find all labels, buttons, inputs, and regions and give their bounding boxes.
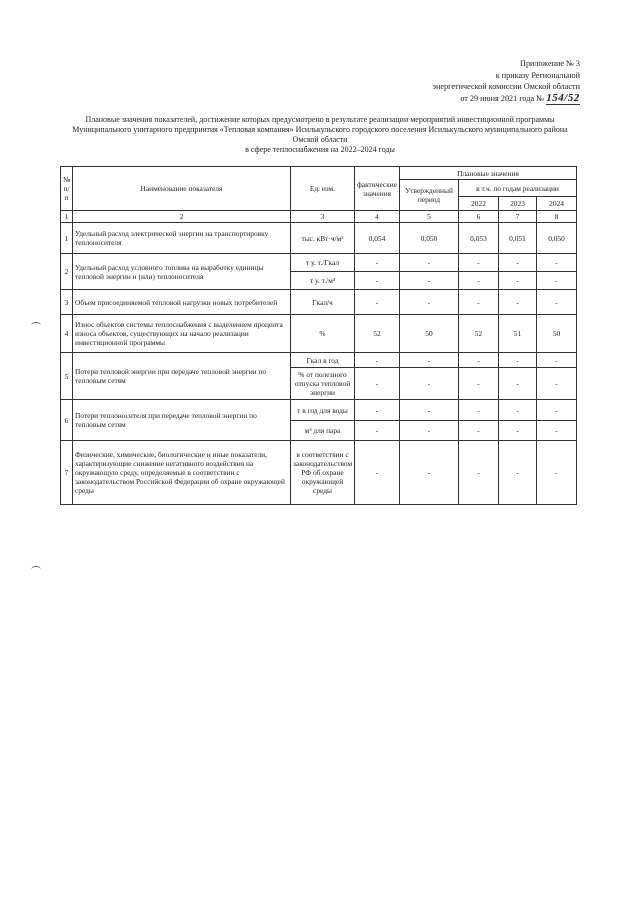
- cell-2022: -: [459, 353, 499, 368]
- cell-2023: -: [499, 400, 537, 421]
- row-num: 4: [61, 315, 73, 353]
- cell-actual: -: [355, 421, 400, 441]
- cell-2022: 0,053: [459, 223, 499, 254]
- cell-approved: 0,050: [400, 223, 459, 254]
- header-name: Наименование показателя: [73, 167, 291, 211]
- row-unit: Гкал в год: [291, 353, 355, 368]
- appendix-line-1: Приложение № 3: [520, 59, 580, 68]
- document-heading: [64, 115, 576, 155]
- cell-2023: 0,051: [499, 223, 537, 254]
- row-name: Удельный расход условного топлива на выработку единицы тепловой энергии и (или) теплоносителя: [73, 254, 291, 290]
- cell-actual: -: [355, 441, 400, 505]
- cell-2024: -: [537, 290, 577, 315]
- cell-2022: -: [459, 441, 499, 505]
- cell-actual: -: [355, 290, 400, 315]
- header-unit: Ед. изм.: [291, 167, 355, 211]
- cell-actual: -: [355, 254, 400, 272]
- order-number: 154/52: [546, 91, 580, 104]
- cell-2024: -: [537, 272, 577, 290]
- colnum: 4: [355, 211, 400, 223]
- header-2023: 2023: [499, 197, 537, 211]
- cell-2024: -: [537, 441, 577, 505]
- cell-2023: -: [499, 368, 537, 400]
- heading-line-4: в сфере теплоснабжения на 2022–2024 годы: [245, 145, 395, 154]
- colnum: 3: [291, 211, 355, 223]
- table-row: [61, 400, 577, 421]
- row-name: Объем присоединяемой тепловой нагрузки новых потребителей: [73, 290, 291, 315]
- row-num: 6: [61, 400, 73, 441]
- indicators-table: [60, 166, 577, 505]
- cell-2022: -: [459, 254, 499, 272]
- header-approved: Утвержденный период: [400, 180, 459, 211]
- cell-2022: -: [459, 400, 499, 421]
- cell-approved: -: [400, 400, 459, 421]
- appendix-date-line: [433, 93, 580, 106]
- row-num: 7: [61, 441, 73, 505]
- cell-2022: 52: [459, 315, 499, 353]
- appendix-line-2: к приказу Региональной: [495, 70, 580, 80]
- cell-2024: -: [537, 353, 577, 368]
- cell-2022: -: [459, 421, 499, 441]
- cell-approved: -: [400, 353, 459, 368]
- header-by-years: в т.ч. по годам реализации: [459, 180, 577, 197]
- row-unit: т у. т./м³: [291, 272, 355, 290]
- cell-2023: -: [499, 254, 537, 272]
- cell-approved: -: [400, 272, 459, 290]
- cell-2023: -: [499, 353, 537, 368]
- appendix-block: [433, 58, 580, 105]
- heading-line-1: Плановые значения показателей, достижение которых предусмотрено в результате реализации мероприятий инвестиционной программы: [85, 115, 555, 124]
- cell-2023: 51: [499, 315, 537, 353]
- hole-punch-mark: [31, 322, 41, 329]
- colnum: 1: [61, 211, 73, 223]
- header-2022: 2022: [459, 197, 499, 211]
- cell-approved: -: [400, 421, 459, 441]
- table-row: [61, 441, 577, 505]
- row-num: 2: [61, 254, 73, 290]
- cell-actual: -: [355, 272, 400, 290]
- cell-2023: -: [499, 441, 537, 505]
- cell-approved: -: [400, 254, 459, 272]
- cell-2023: -: [499, 272, 537, 290]
- colnum: 2: [73, 211, 291, 223]
- cell-2023: -: [499, 421, 537, 441]
- table-row: [61, 290, 577, 315]
- cell-actual: -: [355, 368, 400, 400]
- appendix-date: от 29 июня 2021 года №: [460, 93, 544, 103]
- cell-2022: -: [459, 290, 499, 315]
- hole-punch-mark: [31, 566, 41, 573]
- colnum: 8: [537, 211, 577, 223]
- row-unit: Гкал/ч: [291, 290, 355, 315]
- row-unit: % от полезного отпуска тепловой энергии: [291, 368, 355, 400]
- cell-approved: -: [400, 368, 459, 400]
- row-unit: %: [291, 315, 355, 353]
- row-unit: м³ для пара: [291, 421, 355, 441]
- cell-2024: 50: [537, 315, 577, 353]
- row-name: Потери теплоносителя при передаче тепловой энергии по тепловым сетям: [73, 400, 291, 441]
- row-num: 1: [61, 223, 73, 254]
- column-number-row: [61, 211, 577, 223]
- row-num: 3: [61, 290, 73, 315]
- row-name: Физические, химические, биологические и иные показатели, характеризующие снижение негативного воздействия на окружающую среду, определяемые в соответствии с законодательством Российской Федерации об охране окружающей среды: [73, 441, 291, 505]
- heading-line-3: Омской области: [292, 135, 348, 144]
- header-num: № п/п: [61, 167, 73, 211]
- table-row: [61, 254, 577, 272]
- cell-2024: -: [537, 254, 577, 272]
- row-name: Износ объектов системы теплоснабжения с выделением процента износа объектов, существующих на начало реализации инвестиционной программы: [73, 315, 291, 353]
- row-unit: т в год для воды: [291, 400, 355, 421]
- cell-approved: 50: [400, 315, 459, 353]
- appendix-line-3: энергетической комиссии Омской области: [432, 82, 580, 91]
- cell-2024: -: [537, 368, 577, 400]
- cell-2022: -: [459, 368, 499, 400]
- cell-2024: -: [537, 400, 577, 421]
- cell-2024: 0,050: [537, 223, 577, 254]
- cell-approved: -: [400, 290, 459, 315]
- cell-approved: -: [400, 441, 459, 505]
- cell-actual: 0,054: [355, 223, 400, 254]
- table-row: [61, 353, 577, 368]
- cell-actual: 52: [355, 315, 400, 353]
- cell-actual: -: [355, 353, 400, 368]
- colnum: 5: [400, 211, 459, 223]
- cell-2024: -: [537, 421, 577, 441]
- table-row: [61, 315, 577, 353]
- row-num: 5: [61, 353, 73, 400]
- colnum: 7: [499, 211, 537, 223]
- cell-2022: -: [459, 272, 499, 290]
- row-name: Потери тепловой энергии при передаче тепловой энергии по тепловым сетям: [73, 353, 291, 400]
- heading-line-2: Муниципального унитарного предприятия «Тепловая компания» Исилькульского городского поселения Исилькульского муниципального района: [72, 125, 568, 134]
- header-planned: Плановые значения: [400, 167, 577, 180]
- cell-2023: -: [499, 290, 537, 315]
- row-unit: т у. т./Гкал: [291, 254, 355, 272]
- header-actual: фактические значения: [355, 167, 400, 211]
- table-row: [61, 223, 577, 254]
- row-unit: в соответствии с законодательством РФ об охране окружающей среды: [291, 441, 355, 505]
- cell-actual: -: [355, 400, 400, 421]
- header-2024: 2024: [537, 197, 577, 211]
- row-unit: тыс. кВт·ч/м³: [291, 223, 355, 254]
- colnum: 6: [459, 211, 499, 223]
- row-name: Удельный расход электрической энергии на транспортировку теплоносителя: [73, 223, 291, 254]
